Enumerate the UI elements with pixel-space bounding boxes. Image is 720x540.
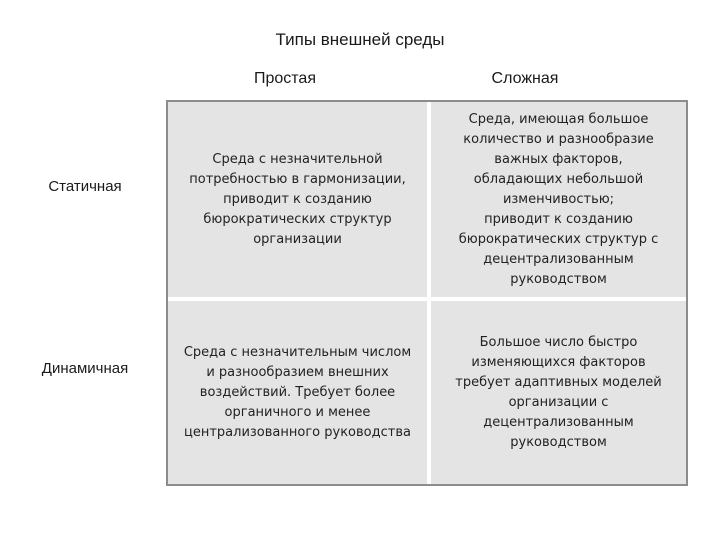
vertical-divider <box>427 102 431 484</box>
cell-dynamic-simple-text: Среда с незначительным числом и разнообразием внешних воздействий. Требует более органичного и менее централизованного руководства <box>183 344 412 440</box>
column-header-simple: Простая <box>253 70 316 87</box>
cell-static-simple <box>168 102 427 297</box>
cell-static-complex <box>431 102 686 297</box>
cell-static-simple-text: Среда с незначительной потребностью в гармонизации, приводит к созданию бюрократических структур организации <box>189 151 406 247</box>
column-header-complex: Сложная <box>491 70 559 87</box>
row-header-dynamic: Динамичная <box>41 360 129 377</box>
environment-matrix <box>166 100 688 486</box>
diagram-title-text: Типы внешней среды <box>275 30 445 49</box>
cell-dynamic-complex-text: Большое число быстро изменяющихся факторов требует адаптивных моделей организации с децентрализованным руководством <box>455 334 662 450</box>
diagram-title <box>0 30 720 50</box>
cell-dynamic-complex <box>431 301 686 484</box>
cell-dynamic-simple <box>168 301 427 484</box>
horizontal-divider <box>168 297 686 301</box>
cell-static-complex-text: Среда, имеющая большое количество и разнообразие важных факторов, обладающих небольшой изменчивостью; приводит к созданию бюрократических структур с децентрализованным руководством <box>458 111 659 287</box>
row-header-static: Статичная <box>48 178 122 195</box>
